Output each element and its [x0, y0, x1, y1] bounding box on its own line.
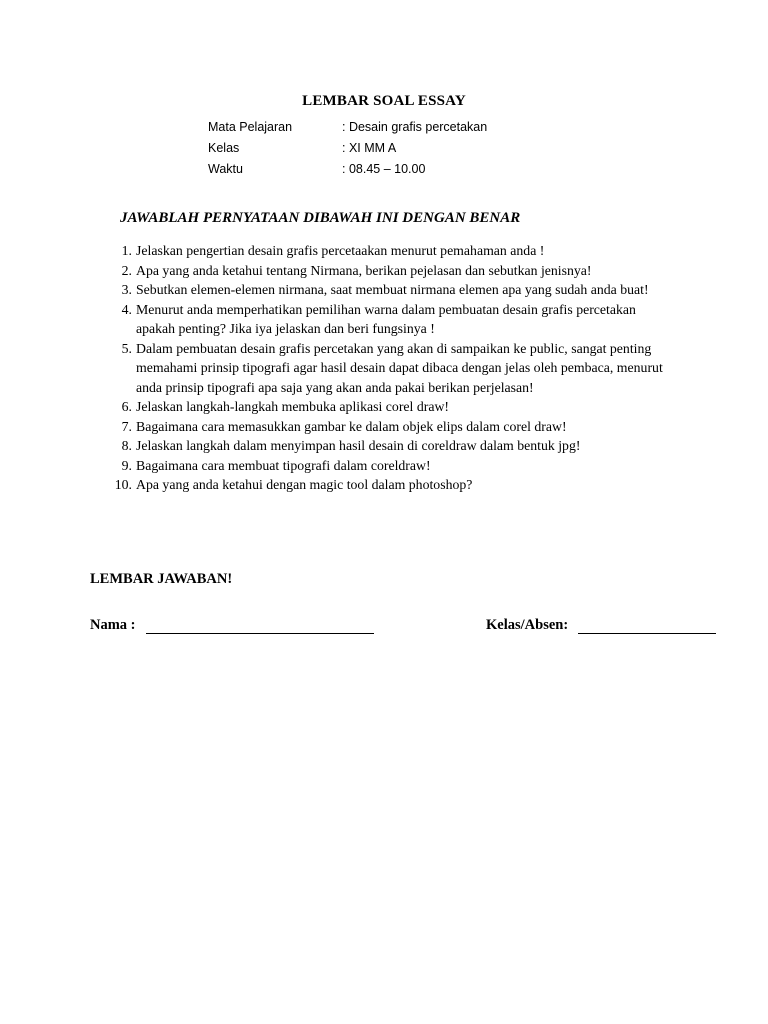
meta-value: : Desain grafis percetakan — [342, 120, 488, 134]
question-item — [108, 300, 668, 339]
question-item — [108, 261, 668, 281]
meta-value: : 08.45 – 10.00 — [342, 162, 426, 176]
question-number: 8. — [121, 438, 132, 453]
question-item — [108, 280, 668, 300]
question-text: Apa yang anda ketahui dengan magic tool dalam photoshop? — [136, 477, 473, 492]
page-title: LEMBAR SOAL ESSAY — [302, 93, 466, 109]
question-list — [108, 241, 668, 495]
class-absen-field — [486, 617, 716, 634]
meta-value: : XI MM A — [342, 141, 397, 155]
name-label: Nama : — [90, 617, 136, 633]
question-text: Jelaskan pengertian desain grafis percetaakan menurut pemahaman anda ! — [136, 243, 545, 258]
subject-info — [208, 117, 487, 180]
question-number: 10. — [114, 477, 132, 492]
question-number: 7. — [121, 418, 132, 434]
name-field — [90, 617, 374, 634]
question-item — [108, 397, 668, 417]
class-absen-blank-line — [578, 621, 716, 634]
question-item — [108, 436, 668, 456]
meta-label: Mata Pelajaran — [208, 120, 293, 134]
question-item — [108, 475, 668, 495]
question-item — [108, 417, 668, 437]
meta-label: Kelas — [208, 141, 240, 155]
question-item — [108, 241, 668, 261]
name-blank-line — [146, 621, 374, 634]
question-number: 4. — [121, 301, 132, 317]
question-item — [108, 339, 668, 398]
instruction-heading: JAWABLAH PERNYATAAN DIBAWAH INI DENGAN BENAR — [120, 210, 521, 226]
question-text: Bagaimana cara memasukkan gambar ke dalam objek elips dalam corel draw! — [136, 418, 567, 434]
question-text: Sebutkan elemen-elemen nirmana, saat membuat nirmana elemen apa yang sudah anda buat! — [136, 282, 649, 297]
class-absen-label: Kelas/Absen: — [486, 617, 569, 633]
question-number: 3. — [121, 282, 132, 297]
question-text: Bagaimana cara membuat tipografi dalam coreldraw! — [136, 457, 431, 473]
meta-row-class — [208, 138, 487, 159]
question-number: 9. — [121, 457, 132, 473]
question-text: Apa yang anda ketahui tentang Nirmana, berikan pejelasan dan sebutkan jenisnya! — [136, 262, 592, 278]
question-number: 2. — [121, 262, 132, 278]
question-number: 1. — [121, 243, 132, 258]
question-text: Jelaskan langkah dalam menyimpan hasil desain di coreldraw dalam bentuk jpg! — [136, 438, 581, 453]
meta-row-time — [208, 159, 487, 180]
question-text: Jelaskan langkah-langkah membuka aplikasi corel draw! — [136, 399, 449, 414]
question-number: 6. — [121, 399, 132, 414]
question-number: 5. — [121, 340, 132, 356]
meta-label: Waktu — [208, 162, 243, 176]
meta-row-subject — [208, 117, 487, 138]
question-item — [108, 456, 668, 476]
answer-sheet-heading: LEMBAR JAWABAN! — [90, 571, 233, 587]
question-text: Menurut anda memperhatikan pemilihan warna dalam pembuatan desain grafis percetakan apakah penting? Jika iya jelaskan dan beri fungsinya ! — [136, 301, 636, 336]
question-text: Dalam pembuatan desain grafis percetakan yang akan di sampaikan ke public, sangat penting memahami prinsip tipografi agar hasil desain dapat dibaca dengan jelas oleh pembaca, menurut anda prinsip tipografi apa saja yang akan anda pakai berikan perjelasan! — [136, 340, 663, 395]
